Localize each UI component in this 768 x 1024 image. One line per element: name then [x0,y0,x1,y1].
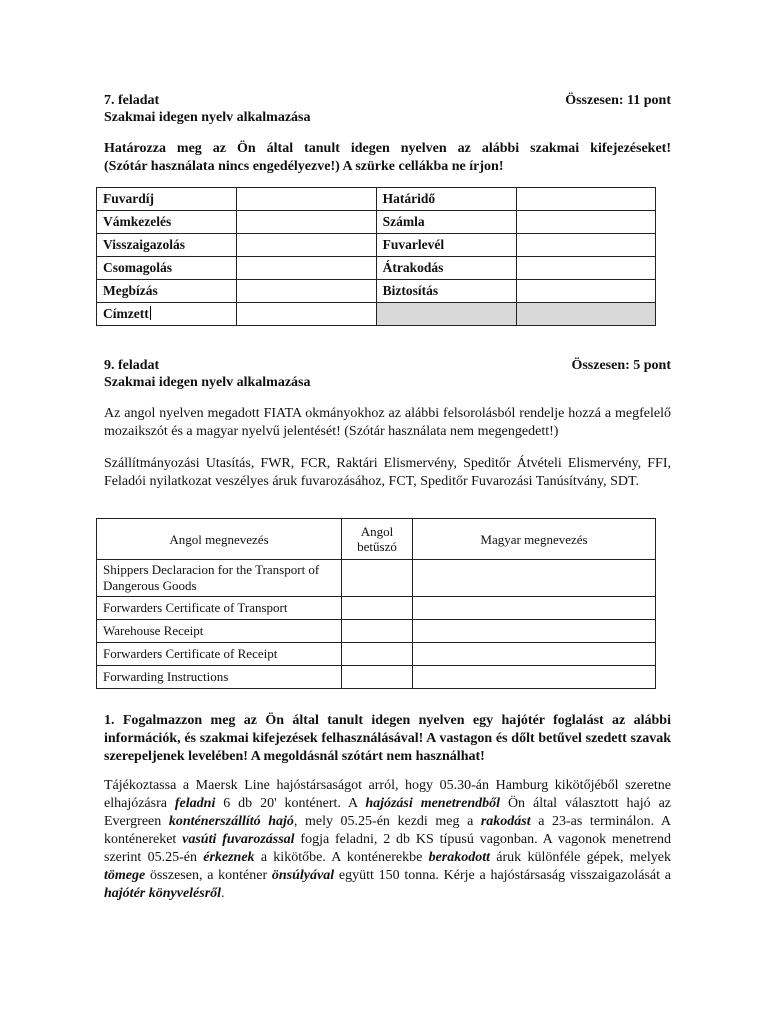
task9-title: 9. feladat [104,358,160,373]
task7-title: 7. feladat [104,93,160,108]
hungarian-name-cell[interactable] [413,643,656,666]
english-name-cell: Warehouse Receipt [97,620,342,643]
term-cell: Biztosítás [376,280,516,303]
task9-options: Szállítmányozási Utasítás, FWR, FCR, Raktári Elismervény, Speditőr Átvételi Elismervény, FFI, Feladói nyilatkozat veszélyes áruk fuvarozásához, FCT, Speditőr Fuvarozási Tanúsítvány, SDT. [104,456,671,489]
term-cell: Fuvardíj [97,188,237,211]
english-name-cell: Shippers Declaracion for the Transport of Dangerous Goods [97,560,342,597]
task9-points: Összesen: 5 pont [571,358,671,373]
hungarian-name-cell[interactable] [413,597,656,620]
grey-cell [516,303,655,326]
answer-cell[interactable] [516,280,655,303]
text-cursor [150,306,151,320]
answer-cell[interactable] [237,234,376,257]
table-row [97,303,656,326]
body-text: a 23-as terminálon. A konténereket [104,814,671,847]
table-row [97,560,656,597]
term-cell[interactable] [97,303,237,326]
key-term: rakodást [480,814,531,829]
key-term: hajótér könyvelésről [104,886,222,901]
task7-table [96,187,656,326]
abbreviation-cell[interactable] [342,643,413,666]
abbreviation-cell[interactable] [342,560,413,597]
term-cell: Vámkezelés [97,211,237,234]
abbreviation-cell[interactable] [342,620,413,643]
body-text: Ön által választott hajó az Evergreen [104,796,672,829]
term-text: Címzett [103,306,149,321]
key-term: tömege [104,868,146,883]
table-row [97,643,656,666]
body-text: 6 db 20' konténert. A [215,796,366,811]
answer-cell[interactable] [237,303,376,326]
term-cell: Csomagolás [97,257,237,280]
column-header: Angol megnevezés [97,519,342,560]
column-header: Angol betűszó [342,519,413,560]
body-text: , mely 05.25-én kezdi meg a [293,814,481,829]
abbreviation-cell[interactable] [342,666,413,689]
task7-instruction-line2: (Szótár használata nincs engedélyezve!) A szürke cellákba ne írjon! [104,159,504,174]
hungarian-name-cell[interactable] [413,666,656,689]
table-header-row [97,519,656,560]
table-row [97,620,656,643]
key-term: konténerszállító hajó [168,814,294,829]
table-row [97,280,656,303]
answer-cell[interactable] [516,211,655,234]
abbreviation-cell[interactable] [342,597,413,620]
answer-cell[interactable] [516,234,655,257]
english-name-cell: Forwarders Certificate of Transport [97,597,342,620]
task9-header [104,357,671,374]
key-term: feladni [174,796,216,811]
answer-cell[interactable] [237,280,376,303]
answer-cell[interactable] [516,257,655,280]
hungarian-name-cell[interactable] [413,620,656,643]
body-text: összesen, a konténer [145,868,272,883]
answer-cell[interactable] [237,211,376,234]
term-cell: Átrakodás [376,257,516,280]
body-text: Tájékoztassa a Maersk Line hajóstársaságot arról, hogy 05.30-án Hamburg kikötőjéből szeretne elhajózásra [104,778,671,811]
task9-table [96,518,656,689]
term-cell: Fuvarlevél [376,234,516,257]
english-name-cell: Forwarding Instructions [97,666,342,689]
body-text: együtt 150 tonna. Kérje a hajóstársaság visszaigazolását a [334,868,671,883]
task9-instruction: Az angol nyelven megadott FIATA okmányokhoz az alábbi felsorolásból rendelje hozzá a megfelelő mozaikszót és a magyar nyelvű jelentését! (Szótár használata nem megengedett!) [104,406,671,439]
key-term: önsúlyával [271,868,335,883]
english-name-cell: Forwarders Certificate of Receipt [97,643,342,666]
answer-cell[interactable] [237,257,376,280]
answer-cell[interactable] [516,188,655,211]
table-row [97,666,656,689]
key-term: vasúti fuvarozással [182,832,295,847]
term-cell: Visszaigazolás [97,234,237,257]
term-cell: Megbízás [97,280,237,303]
table-row [97,188,656,211]
task1-body [104,777,671,903]
table-row [97,234,656,257]
task9-subtitle: Szakmai idegen nyelv alkalmazása [104,375,311,390]
table-row [97,257,656,280]
table-row [97,211,656,234]
task7-instruction-line1: Határozza meg az Ön által tanult idegen nyelven az alábbi szakmai kifejezéseket! [104,141,671,156]
hungarian-name-cell[interactable] [413,560,656,597]
body-text: áruk különféle gépek, melyek [490,850,671,865]
grey-cell [376,303,516,326]
task1-instruction: 1. Fogalmazzon meg az Ön által tanult idegen nyelven egy hajótér foglalást az alábbi információk, és szakmai kifejezések felhasználásával! A vastagon és dőlt betűvel szedett szavak szerepeljenek levelében! A megoldásnál szótárt nem használhat! [104,713,671,764]
term-cell: Határidő [376,188,516,211]
task7-subtitle: Szakmai idegen nyelv alkalmazása [104,110,311,125]
table-row [97,597,656,620]
answer-cell[interactable] [237,188,376,211]
body-text: . [221,886,225,901]
term-cell: Számla [376,211,516,234]
column-header: Magyar megnevezés [413,519,656,560]
body-text: a kikötőbe. A konténerekbe [254,850,429,865]
task7-header [104,92,671,109]
key-term: érkeznek [203,850,255,865]
task7-points: Összesen: 11 pont [565,93,671,108]
key-term: berakodott [428,850,491,865]
key-term: hajózási menetrendből [365,796,501,811]
task7-instruction [104,140,671,176]
body-text: fogja feladni, 2 db KS típusú vagonban. A vagonok menetrend szerint 05.25-én [104,832,671,865]
